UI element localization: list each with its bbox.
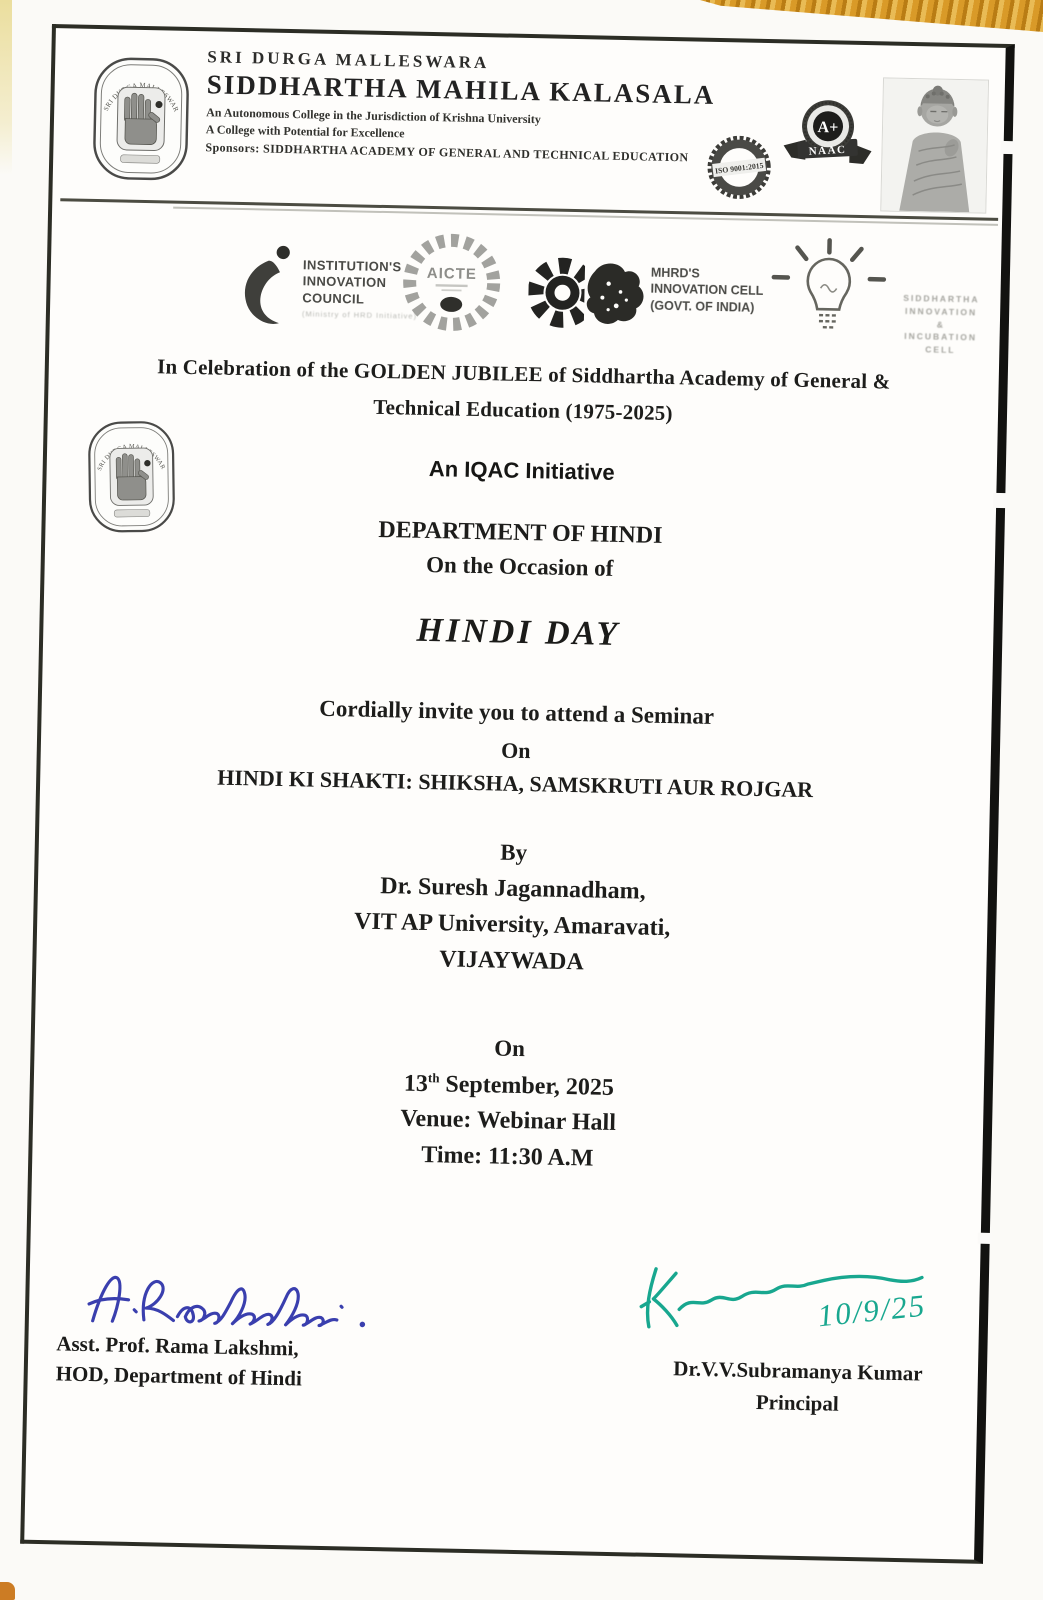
- iic-subline: (Ministry of HRD Initiative): [301, 309, 418, 321]
- principal-title: Principal: [755, 1389, 839, 1416]
- scan-gap: [993, 493, 1007, 508]
- table-edge-gold-strip: [700, 0, 1043, 32]
- mhrd-label: [650, 265, 764, 316]
- event-venue: Venue: Webinar Hall: [400, 1105, 617, 1137]
- on-word-1: On: [500, 737, 531, 764]
- date-day: 13: [403, 1070, 429, 1098]
- iic-line1: INSTITUTION'S: [302, 257, 402, 275]
- college-subline-autonomous: An Autonomous College in the Jurisdiction of Krishna University: [206, 105, 541, 127]
- celebration-line1: In Celebration of the GOLDEN JUBILEE of Siddhartha Academy of General &: [156, 354, 891, 394]
- corner-orange-mark: [0, 1582, 15, 1600]
- principal-name-block: [597, 1352, 998, 1423]
- iic-line3: COUNCIL: [302, 289, 365, 307]
- cell-line5: CELL: [925, 344, 956, 355]
- seminar-topic: HINDI KI SHAKTI: SHIKSHA, SAMSKRUTI AUR ROJGAR: [217, 764, 814, 803]
- scan-gap: [1000, 141, 1014, 154]
- event-title: HINDI DAY: [416, 611, 621, 654]
- buddha-statue-image: [880, 77, 989, 213]
- iso-badge-icon: [702, 131, 775, 204]
- iic-swoosh-icon: [232, 240, 300, 333]
- invite-line: Cordially invite you to attend a Seminar: [319, 695, 715, 730]
- cell-line3: &: [936, 319, 946, 330]
- logo-strip: [49, 212, 1002, 372]
- principal-name: Dr.V.V.Subramanya Kumar: [673, 1356, 923, 1386]
- date-rest: September, 2025: [439, 1071, 615, 1101]
- department-title: DEPARTMENT OF HINDI: [378, 516, 663, 549]
- celebration-line2: Technical Education (1975-2025): [373, 394, 673, 426]
- cell-line1: SIDDHARTHA: [903, 292, 980, 305]
- mhrd-line3: (GOVT. OF INDIA): [650, 298, 755, 315]
- date-ordinal: th: [427, 1070, 440, 1086]
- lightbulb-icon: [767, 235, 889, 349]
- aicte-gear-icon: [394, 225, 508, 345]
- naac-badge-icon: [779, 95, 877, 185]
- speaker-city: VIJAYWADA: [438, 946, 584, 976]
- left-edge-gold-strip: [0, 0, 12, 175]
- mhrd-gear-brain-icon: [527, 244, 651, 343]
- college-seal-icon: [91, 55, 192, 183]
- signature-date: 10/9/25: [816, 1287, 928, 1334]
- scan-gap: [978, 1233, 992, 1244]
- college-name-prefix: SRI DURGA MALLESWARA: [207, 47, 490, 73]
- by-word: By: [500, 839, 528, 866]
- mhrd-line2: INNOVATION CELL: [650, 281, 764, 299]
- college-sponsors: Sponsors: SIDDHARTHA ACADEMY OF GENERAL AND TECHNICAL EDUCATION: [205, 140, 689, 165]
- speaker-affiliation: VIT AP University, Amaravati,: [353, 908, 671, 942]
- incubation-cell-label: [895, 292, 986, 358]
- speaker-name: Dr. Suresh Jagannadham,: [380, 873, 646, 905]
- on-word-2: On: [494, 1035, 526, 1062]
- hod-name: Asst. Prof. Rama Lakshmi,: [56, 1331, 299, 1361]
- iqac-line: An IQAC Initiative: [428, 455, 615, 485]
- naac-grade-text: A+: [817, 119, 839, 137]
- cell-line2: INNOVATION: [905, 305, 978, 318]
- event-time: Time: 11:30 A.M: [421, 1141, 594, 1172]
- iso-badge-text: ISO 9001:2015: [714, 160, 764, 176]
- college-name: SIDDHARTHA MAHILA KALASALA: [206, 69, 716, 110]
- hod-title: HOD, Department of Hindi: [55, 1361, 303, 1391]
- naac-name-text: NAAC: [808, 143, 847, 158]
- letterhead: [52, 28, 1006, 226]
- hod-name-block: [55, 1328, 436, 1397]
- iic-line2: INNOVATION: [302, 273, 387, 291]
- college-subline-potential: A College with Potential for Excellence: [205, 122, 405, 141]
- mhrd-line1: MHRD'S: [650, 265, 700, 281]
- aicte-text: AICTE: [426, 264, 478, 283]
- occasion-line: On the Occasion of: [425, 551, 614, 581]
- cell-line4: INCUBATION: [904, 331, 978, 343]
- invitation-page: [20, 24, 1015, 1564]
- principal-signature: [626, 1246, 938, 1352]
